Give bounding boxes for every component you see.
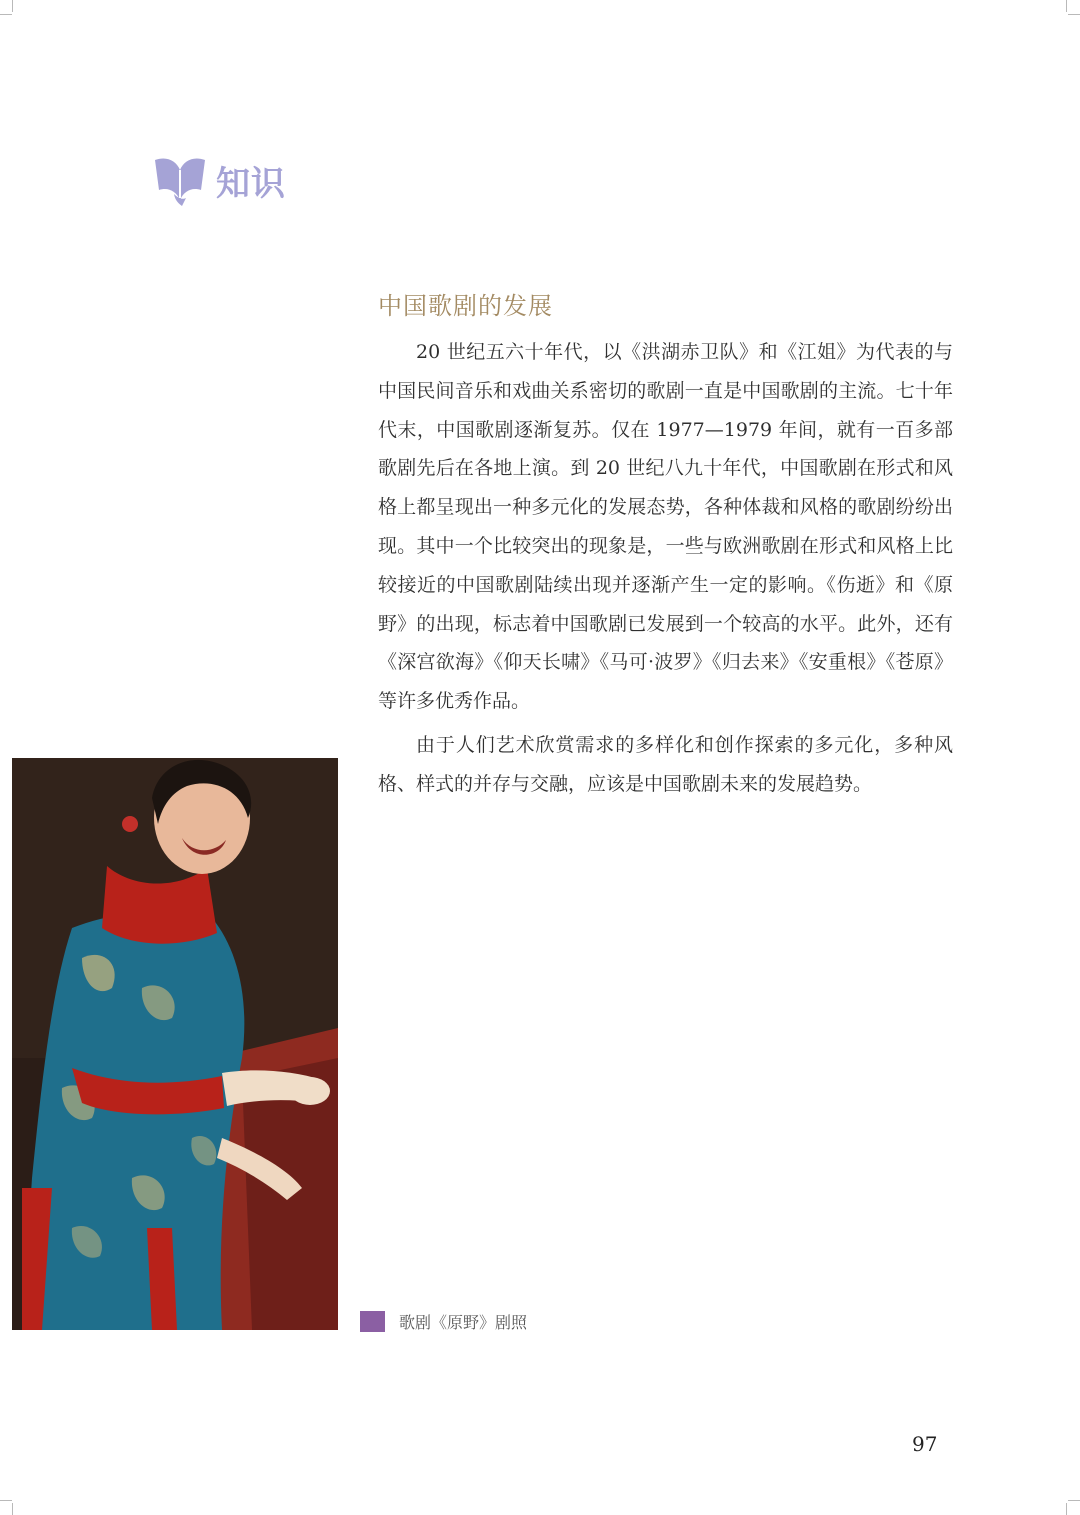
caption-marker [360, 1311, 385, 1332]
crop-mark [12, 0, 13, 12]
opera-photo [12, 758, 338, 1330]
opera-photo-illustration [12, 758, 338, 1330]
crop-mark [12, 1503, 13, 1515]
open-book-icon [152, 154, 208, 206]
crop-mark [1068, 14, 1080, 15]
article-paragraph: 20 世纪五六十年代，以《洪湖赤卫队》和《江姐》为代表的与中国民间音乐和戏曲关系密切的歌剧一直是中国歌剧的主流。七十年代末，中国歌剧逐渐复苏。仅在 1977—1979 年间，就有一百多部歌剧先后在各地上演。到 20 世纪八九十年代，中国歌剧在形式和风格上都呈现出一种多元化的发展态势，各种体裁和风格的歌剧纷纷出现。其中一个比较突出的现象是，一些与欧洲歌剧在形式和风格上比较接近的中国歌剧陆续出现并逐渐产生一定的影响。《伤逝》和《原野》的出现，标志着中国歌剧已发展到一个较高的水平。此外，还有《深宫欲海》《仰天长啸》《马可·波罗》《归去来》《安重根》《苍原》等许多优秀作品。 [378, 341, 953, 713]
crop-mark [1066, 1503, 1067, 1515]
figure-caption [360, 1310, 527, 1333]
page-number: 97 [912, 1432, 938, 1456]
article [378, 286, 953, 809]
caption-text: 歌剧《原野》剧照 [399, 1313, 528, 1332]
crop-mark [0, 1500, 12, 1501]
crop-mark [0, 14, 12, 15]
crop-mark [1068, 1500, 1080, 1501]
section-label: 知识 [216, 163, 286, 204]
article-title: 中国歌剧的发展 [378, 292, 553, 320]
article-paragraph: 由于人们艺术欣赏需求的多样化和创作探索的多元化，多种风格、样式的并存与交融，应该是中国歌剧未来的发展趋势。 [378, 733, 953, 795]
crop-mark [1066, 0, 1067, 12]
section-badge [152, 153, 286, 207]
